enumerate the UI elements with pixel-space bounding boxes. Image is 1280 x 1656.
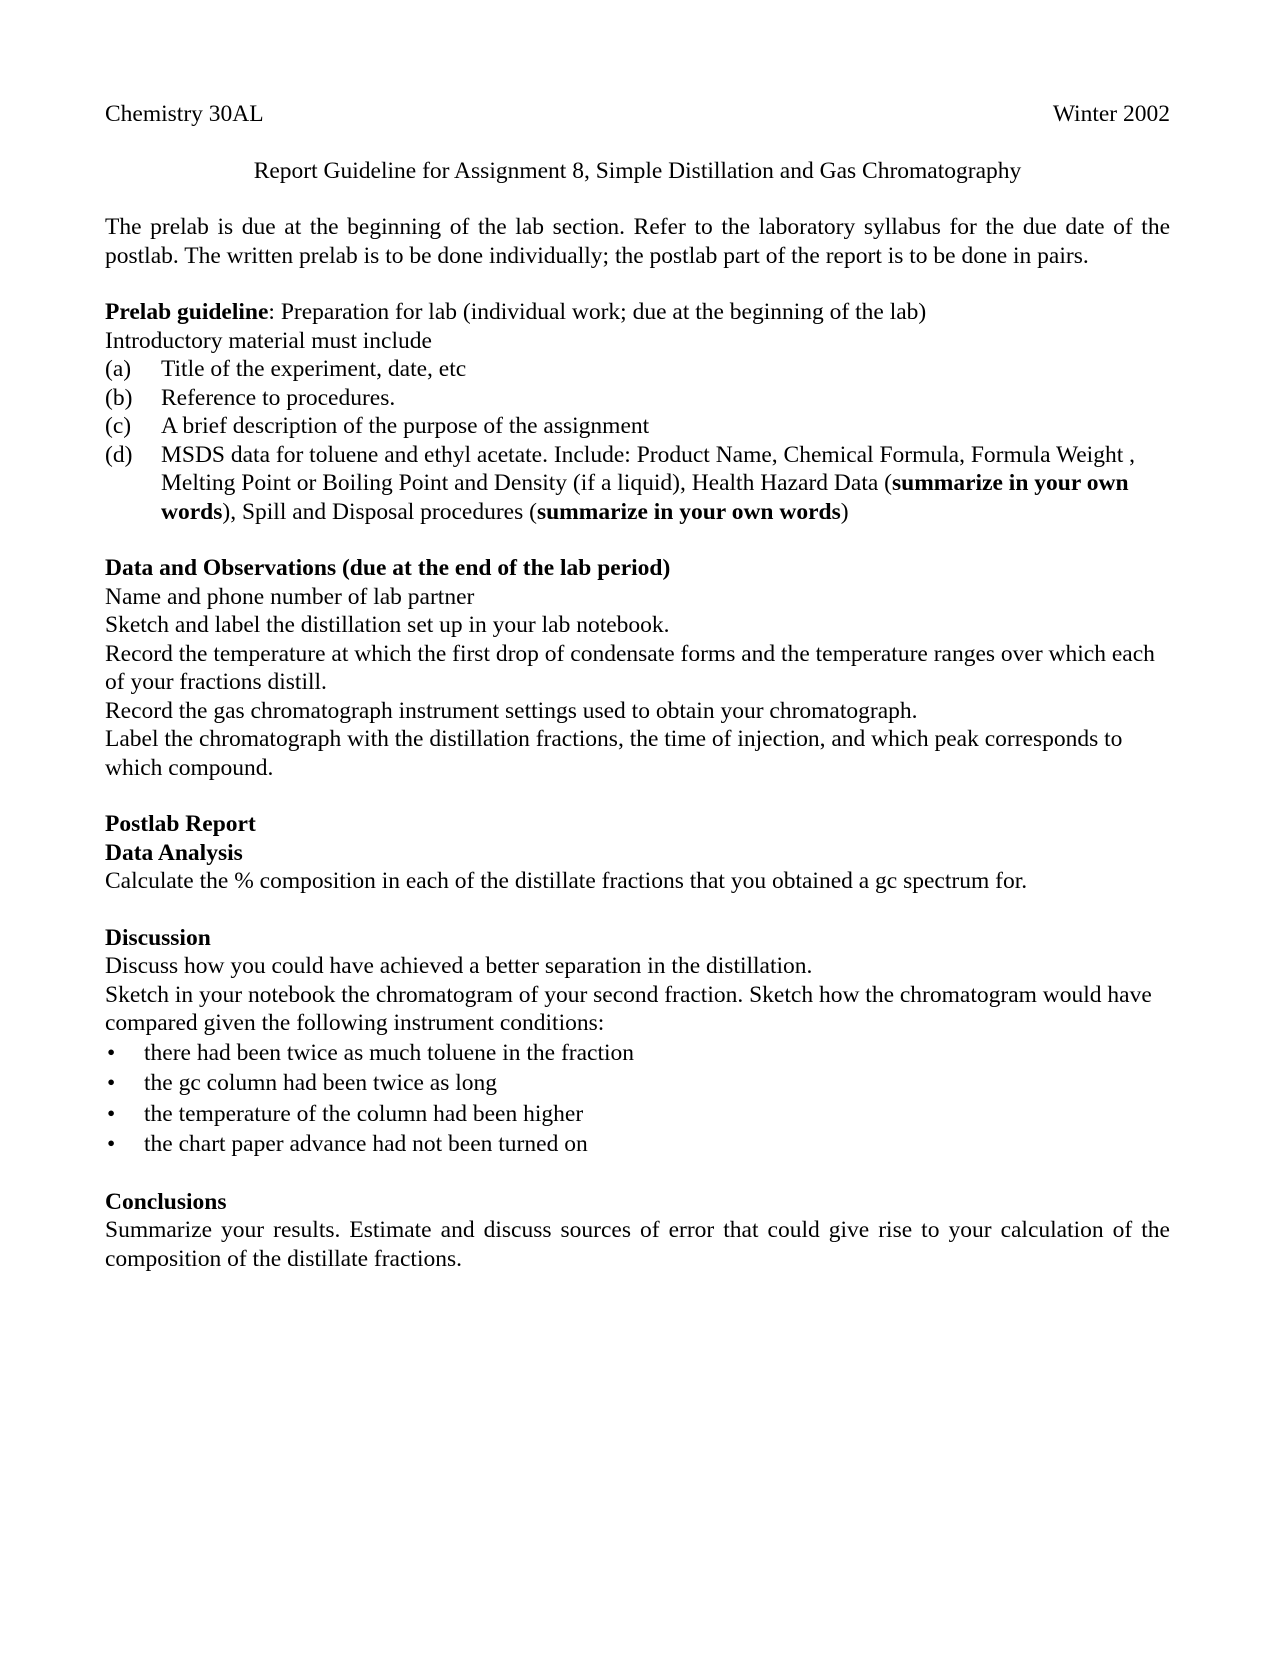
discussion-line: Discuss how you could have achieved a better separation in the distillation. — [105, 953, 813, 979]
discussion-heading: Discussion — [105, 924, 211, 951]
page-header — [105, 100, 1170, 129]
conclusions-section — [105, 1188, 1170, 1274]
course-name: Chemistry 30AL — [105, 101, 264, 127]
prelab-heading-line — [105, 298, 1170, 327]
section-heading — [105, 1188, 1170, 1217]
data-analysis-text: Calculate the % composition in each of the distillate fractions that you obtained a gc spectrum for. — [105, 868, 1028, 894]
prelab-heading: Prelab guideline — [105, 299, 269, 325]
discussion-line: Sketch in your notebook the chromatogram of your second fraction. Sketch how the chromatogram would have compared given the following instrument conditions: — [105, 981, 1152, 1036]
prelab-section — [105, 298, 1170, 526]
msds-text: MSDS data for toluene and ethyl acetate. Include: Product Name, Chemical Formula, Formula Weight , Melting Point or Boiling Point and Density (if a liquid), Health Hazard Data ( — [161, 441, 1135, 496]
msds-text: ) — [840, 498, 849, 525]
document-subtitle: Report Guideline for Assignment 8, Simple Distillation and Gas Chromatography — [253, 157, 1022, 184]
list-item-text — [161, 441, 1170, 527]
data-observations-section — [105, 554, 1170, 782]
postlab-heading: Postlab Report — [105, 811, 256, 837]
observation-line: Name and phone number of lab partner — [105, 583, 475, 610]
data-observations-heading: Data and Observations (due at the end of the lab period) — [105, 555, 671, 581]
conclusions-heading: Conclusions — [105, 1188, 227, 1215]
list-marker: (a) — [105, 356, 132, 382]
list-item-text: the gc column had been twice as long — [144, 1070, 498, 1096]
list-item-text: the chart paper advance had not been turned on — [144, 1131, 588, 1157]
section-heading — [105, 924, 1170, 953]
term-label: Winter 2002 — [1052, 101, 1170, 127]
data-analysis-heading: Data Analysis — [105, 839, 243, 866]
list-marker: (d) — [105, 441, 133, 468]
section-heading — [105, 810, 1170, 839]
list-marker: (b) — [105, 384, 133, 411]
section-heading — [105, 839, 1170, 868]
bullet-icon: • — [107, 1039, 116, 1066]
section-heading — [105, 554, 1170, 583]
list-item-text: Title of the experiment, date, etc — [161, 356, 467, 382]
emphasis-text: summarize in your own words — [161, 470, 1129, 525]
list-item — [105, 384, 1170, 413]
bullet-icon: • — [107, 1070, 116, 1096]
list-item — [105, 1099, 1170, 1130]
list-marker: (c) — [105, 413, 132, 439]
list-item — [105, 1038, 1170, 1069]
bullet-icon: • — [107, 1100, 116, 1127]
condition-list — [105, 1038, 1170, 1160]
msds-text: ), Spill and Disposal procedures ( — [222, 498, 537, 525]
observation-line: Record the gas chromatograph instrument settings used to obtain your chromatograph. — [105, 697, 918, 724]
list-item-text: the temperature of the column had been higher — [144, 1100, 584, 1127]
list-item — [105, 1129, 1170, 1160]
list-item-text: A brief description of the purpose of the assignment — [161, 413, 650, 439]
observation-line: Record the temperature at which the first drop of condensate forms and the temperature ranges over which each of your fractions distill. — [105, 640, 1155, 695]
conclusions-text: Summarize your results. Estimate and discuss sources of error that could give rise to your calculation of the composition of the distillate fractions. — [105, 1217, 1170, 1272]
observation-line: Label the chromatograph with the distillation fractions, the time of injection, and which peak corresponds to which compound. — [105, 726, 1123, 781]
list-item — [105, 441, 1170, 527]
bullet-icon: • — [107, 1131, 116, 1157]
list-item — [105, 355, 1170, 384]
discussion-section — [105, 924, 1170, 1160]
intro-paragraph: The prelab is due at the beginning of the lab section. Refer to the laboratory syllabus for the due date of the postlab. The written prelab is to be done individually; the postlab part of the report is to be done in pairs. — [105, 214, 1170, 269]
prelab-intro-line: Introductory material must include — [105, 327, 432, 354]
prelab-heading-rest: : Preparation for lab (individual work; due at the beginning of the lab) — [268, 299, 927, 325]
prelab-list — [105, 355, 1170, 526]
list-item-text: there had been twice as much toluene in the fraction — [144, 1039, 635, 1066]
postlab-section — [105, 810, 1170, 896]
list-item — [105, 412, 1170, 441]
list-item-text: Reference to procedures. — [161, 384, 396, 411]
observation-line: Sketch and label the distillation set up in your lab notebook. — [105, 612, 670, 638]
emphasis-text: summarize in your own words — [536, 498, 841, 525]
list-item — [105, 1068, 1170, 1099]
